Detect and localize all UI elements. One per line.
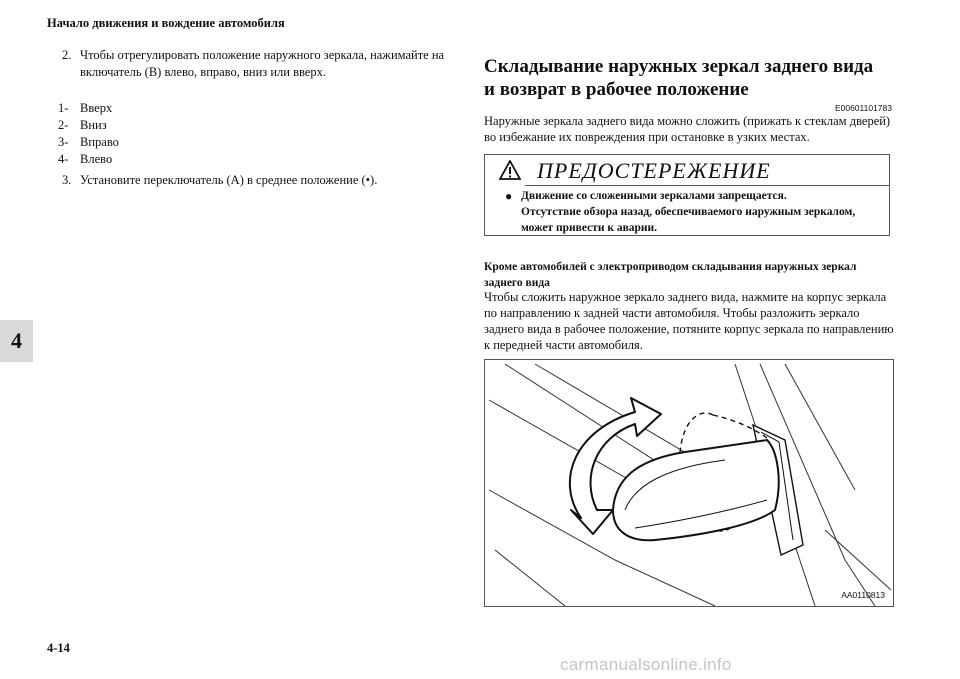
- page-number: 4-14: [47, 641, 70, 655]
- warning-triangle-icon: [499, 160, 521, 180]
- step-3: [62, 172, 452, 189]
- section-title: [484, 55, 904, 101]
- body-paragraph: Чтобы сложить наружное зеркало заднего вида, нажмите на корпус зеркала по направлению к задней части автомобиля. Чтобы разложить зеркало заднего вида в рабочее положение, потяните корпус зеркала по направлению к передней части автомобиля.: [484, 290, 894, 352]
- warning-line-2: Отсутствие обзора назад, обеспечиваемого наружным зеркалом, может привести к аварии.: [521, 206, 856, 234]
- list-item: [58, 100, 119, 117]
- section-title-line-1: Складывание наружных зеркал заднего вида: [484, 56, 874, 77]
- mirror-figure: [484, 359, 894, 607]
- warning-line-1: Движение со сложенными зеркалами запрещается.: [521, 190, 787, 202]
- step-number: 3.: [62, 173, 72, 187]
- step-text: Установите переключатель (A) в среднее положение (•).: [80, 173, 378, 187]
- section-title-line-2: и возврат в рабочее положение: [484, 79, 749, 100]
- warning-box: [484, 154, 890, 236]
- list-item-label: Вверх: [80, 101, 113, 115]
- bullet-icon: ●: [505, 189, 513, 203]
- mirror-folding-illustration: [485, 360, 893, 606]
- step-text: Чтобы отрегулировать положение наружного зеркала, нажимайте на включатель (B) влево, вправо, вниз или вверх.: [80, 48, 445, 79]
- chapter-tab: [0, 320, 33, 362]
- warning-divider: [525, 185, 890, 186]
- list-item: [58, 134, 119, 151]
- list-item-number: 4-: [58, 152, 69, 166]
- list-item-number: 1-: [58, 101, 69, 115]
- direction-list: [58, 100, 119, 168]
- step-number: 2.: [62, 48, 72, 62]
- subheading: Кроме автомобилей с электроприводом складывания наружных зеркал заднего вида: [484, 261, 857, 289]
- chapter-number: 4: [11, 328, 22, 353]
- intro-paragraph: Наружные зеркала заднего вида можно сложить (прижать к стеклам дверей) во избежание их повреждения при остановке в узких местах.: [484, 114, 891, 144]
- step-2: [62, 47, 452, 81]
- list-item-label: Вправо: [80, 135, 119, 149]
- warning-text: [521, 188, 883, 236]
- watermark: carmanualsonline.info: [560, 655, 732, 674]
- list-item: [58, 117, 119, 134]
- running-header: Начало движения и вождение автомобиля: [47, 16, 285, 30]
- list-item-number: 2-: [58, 118, 69, 132]
- section-code: E00601101783: [834, 103, 892, 113]
- list-item-label: Влево: [80, 152, 113, 166]
- figure-code: AA0110813: [841, 590, 885, 600]
- list-item: [58, 151, 119, 168]
- list-item-number: 3-: [58, 135, 69, 149]
- warning-title: ПРЕДОСТЕРЕЖЕНИЕ: [537, 158, 771, 183]
- list-item-label: Вниз: [80, 118, 107, 132]
